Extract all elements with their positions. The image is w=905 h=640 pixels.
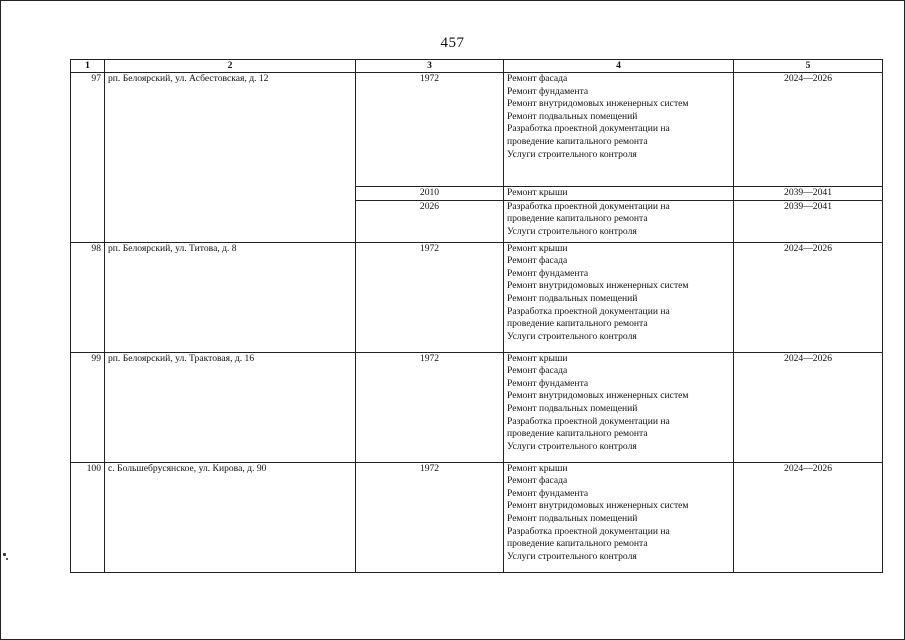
- table-row: [71, 242, 883, 352]
- work-item: Ремонт крыши: [507, 242, 568, 254]
- work-item: Ремонт фундамента: [507, 377, 589, 389]
- work-item: проведение капитального ремонта: [507, 213, 648, 225]
- header-col-4: 4: [504, 60, 734, 73]
- work-item: Услуги строительного контроля: [507, 550, 637, 562]
- period-cell: 2024—2026: [734, 352, 883, 462]
- work-item: Услуги строительного контроля: [507, 148, 637, 160]
- table-body: [71, 73, 883, 573]
- work-item: проведение капитального ремонта: [507, 428, 648, 440]
- work-item: Ремонт фасада: [507, 73, 568, 84]
- row-number-cell: 97: [71, 73, 105, 243]
- works-cell: [504, 200, 734, 242]
- work-item: Ремонт крыши: [507, 187, 568, 198]
- row-number-cell: 100: [71, 462, 105, 572]
- year-cell: 1972: [356, 73, 504, 187]
- work-item: Ремонт фасада: [507, 475, 568, 487]
- address-cell: рп. Белоярский, ул. Титова, д. 8: [105, 242, 356, 352]
- address-cell: с. Большебрусянское, ул. Кирова, д. 90: [105, 462, 356, 572]
- work-item: Ремонт фундамента: [507, 85, 589, 97]
- work-item: Разработка проектной документации на: [507, 525, 670, 537]
- work-item: Ремонт подвальных помещений: [507, 402, 638, 414]
- works-cell: [504, 242, 734, 352]
- year-cell: 2026: [356, 200, 504, 242]
- table-row: [71, 352, 883, 462]
- capital-repair-table: [70, 59, 883, 573]
- work-item: Разработка проектной документации на: [507, 123, 670, 135]
- period-cell: 2039—2041: [734, 187, 883, 201]
- work-item: Ремонт подвальных помещений: [507, 110, 638, 122]
- work-item: Услуги строительного контроля: [507, 225, 637, 237]
- work-item: Услуги строительного контроля: [507, 440, 637, 452]
- period-cell: 2024—2026: [734, 242, 883, 352]
- work-item: Ремонт внутридомовых инженерных систем: [507, 280, 689, 292]
- work-item: проведение капитального ремонта: [507, 318, 648, 330]
- row-number-cell: 99: [71, 352, 105, 462]
- work-item: Ремонт крыши: [507, 352, 568, 364]
- scan-speck: [3, 553, 6, 556]
- address-cell: рп. Белоярский, ул. Трактовая, д. 16: [105, 352, 356, 462]
- table-row: [71, 462, 883, 572]
- address-cell: рп. Белоярский, ул. Асбестовская, д. 12: [105, 73, 356, 243]
- work-item: Ремонт фундамента: [507, 267, 589, 279]
- year-cell: 1972: [356, 352, 504, 462]
- work-item: Ремонт крыши: [507, 462, 568, 474]
- work-item: Ремонт фасада: [507, 255, 568, 267]
- table-row: [71, 73, 883, 187]
- work-item: Ремонт внутридомовых инженерных систем: [507, 98, 689, 110]
- header-col-5: 5: [734, 60, 883, 73]
- work-item: Ремонт подвальных помещений: [507, 512, 638, 524]
- work-item: Услуги строительного контроля: [507, 330, 637, 342]
- work-item: Разработка проектной документации на: [507, 200, 670, 212]
- work-item: Ремонт фундамента: [507, 487, 589, 499]
- header-col-2: 2: [105, 60, 356, 73]
- header-col-3: 3: [356, 60, 504, 73]
- period-cell: 2039—2041: [734, 200, 883, 242]
- work-item: Ремонт подвальных помещений: [507, 292, 638, 304]
- works-cell: [504, 462, 734, 572]
- period-cell: 2024—2026: [734, 462, 883, 572]
- works-cell: [504, 187, 734, 201]
- work-item: проведение капитального ремонта: [507, 538, 648, 550]
- work-item: Ремонт внутридомовых инженерных систем: [507, 500, 689, 512]
- page-number: 457: [440, 35, 465, 51]
- works-cell: [504, 73, 734, 187]
- year-cell: 1972: [356, 242, 504, 352]
- work-item: Ремонт внутридомовых инженерных систем: [507, 390, 689, 402]
- works-cell: [504, 352, 734, 462]
- period-cell: 2024—2026: [734, 73, 883, 187]
- header-row: [71, 60, 883, 73]
- scan-speck: [6, 558, 8, 560]
- year-cell: 2010: [356, 187, 504, 201]
- year-cell: 1972: [356, 462, 504, 572]
- work-item: Ремонт фасада: [507, 365, 568, 377]
- row-number-cell: 98: [71, 242, 105, 352]
- work-item: Разработка проектной документации на: [507, 415, 670, 427]
- work-item: Разработка проектной документации на: [507, 305, 670, 317]
- header-col-1: 1: [71, 60, 105, 73]
- work-item: проведение капитального ремонта: [507, 135, 648, 147]
